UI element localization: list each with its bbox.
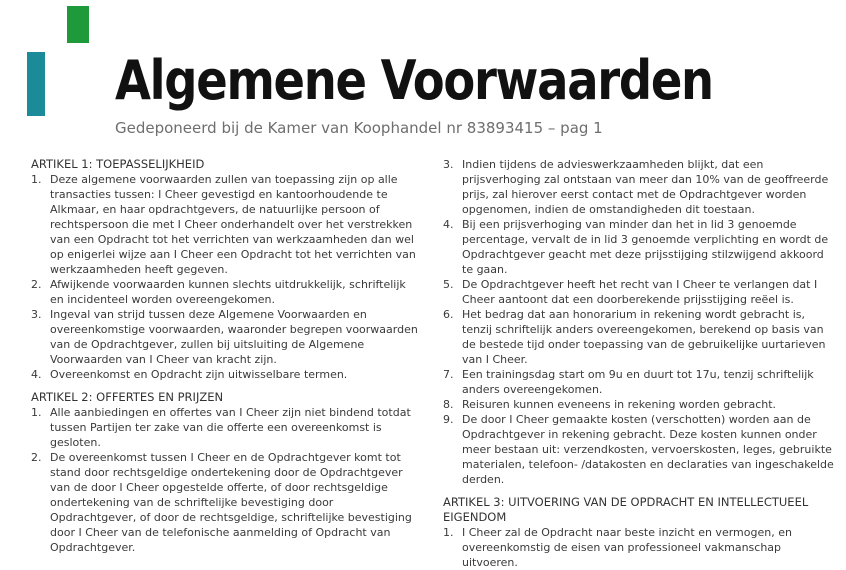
list-item (31, 172, 421, 277)
list-number: 3. (31, 308, 42, 321)
list-text: Bij een prijsverhoging van minder dan het in lid 3 genoemde percentage, vervalt de in lid 3 genoemde verplichting en wordt de Opdrachtgever geacht met deze prijsstijging stilzwijgend akkoord te gaan. (462, 218, 829, 276)
list-item (443, 397, 838, 412)
left-column (31, 157, 421, 555)
list-item (443, 412, 838, 487)
list-number: 7. (443, 368, 454, 381)
list-text: Deze algemene voorwaarden zullen van toepassing zijn op alle transacties tussen: I Cheer gevestigd en kantoorhoudende te Alkmaar, en haar opdrachtgevers, de natuurlijke persoon of rechtspersoon die met I Cheer onderhandelt over het verstrekken van een Opdracht tot het verrichten van werkzaamheden dan wel op enigerlei wijze aan I Cheer een Opdracht tot het verrichten van werkzaamheden heeft gegeven. (50, 173, 416, 276)
list-number: 3. (443, 158, 454, 171)
logo-green-block (67, 6, 89, 43)
list-item (31, 450, 421, 555)
list-number: 4. (443, 218, 454, 231)
list-number: 2. (31, 278, 42, 291)
list-number: 5. (443, 278, 454, 291)
list-text: De door I Cheer gemaakte kosten (verschotten) worden aan de Opdrachtgever in rekening gebracht. Deze kosten kunnen onder meer bestaan uit: verzendkosten, vervoerskosten, leges, gebruikte materialen, telefoon- /datakosten en declaraties van ingeschakelde derden. (462, 413, 834, 486)
list-number: 6. (443, 308, 454, 321)
list-item (31, 277, 421, 307)
list-text: De overeenkomst tussen I Cheer en de Opdrachtgever komt tot stand door rechtsgeldige ondertekening door de Opdrachtgever van de door I Cheer opgestelde offerte, of door rechtsgeldige ondertekening van de schriftelijke bevestiging door Opdrachtgever, of door de rechtsgeldige, schriftelijke bevestiging door I Cheer van de telefonische aanmelding of Opdracht van Opdrachtgever. (50, 451, 412, 554)
list-number: 8. (443, 398, 454, 411)
page-subtitle: Gedeponeerd bij de Kamer van Koophandel nr 83893415 – pag 1 (115, 119, 603, 137)
list-text: Afwijkende voorwaarden kunnen slechts uitdrukkelijk, schriftelijk en incidenteel worden overeengekomen. (50, 278, 406, 306)
list-text: Een trainingsdag start om 9u en duurt tot 17u, tenzij schriftelijk anders overeengekomen. (462, 368, 814, 396)
right-column (443, 157, 838, 570)
list-text: Indien tijdens de advieswerkzaamheden blijkt, dat een prijsverhoging zal ontstaan van meer dan 10% van de geoffreerde prijs, zal hierover eerst contact met de Opdrachtgever worden opgenomen, indien de omstandigheden dit toestaan. (462, 158, 829, 216)
list-item (443, 277, 838, 307)
logo-teal-block (27, 52, 45, 116)
list-item (31, 307, 421, 367)
page-title: Algemene Voorwaarden (115, 49, 713, 112)
list-item (443, 367, 838, 397)
list-item (443, 525, 838, 570)
list-number: 1. (31, 173, 42, 186)
article-2-heading: ARTIKEL 2: OFFERTES EN PRIJZEN (31, 390, 224, 404)
list-item (443, 217, 838, 277)
list-number: 2. (31, 451, 42, 464)
list-item (31, 405, 421, 450)
list-number: 9. (443, 413, 454, 426)
list-text: Ingeval van strijd tussen deze Algemene Voorwaarden en overeenkomstige voorwaarden, waaronder begrepen voorwaarden van de Opdrachtgever, zullen bij uitsluiting de Algemene Voorwaarden van I Cheer van kracht zijn. (50, 308, 418, 366)
list-text: I Cheer zal de Opdracht naar beste inzicht en vermogen, en overeenkomstig de eisen van professioneel vakmanschap uitvoeren. (462, 526, 792, 569)
list-item (443, 157, 838, 217)
list-text: De Opdrachtgever heeft het recht van I Cheer te verlangen dat I Cheer aantoont dat een doorberekende prijsstijging reëel is. (462, 278, 818, 306)
list-text: Overeenkomst en Opdracht zijn uitwisselbare termen. (50, 368, 348, 381)
list-item (443, 307, 838, 367)
list-text: Reisuren kunnen eveneens in rekening worden gebracht. (462, 398, 777, 411)
list-number: 1. (443, 526, 454, 539)
list-text: Het bedrag dat aan honorarium in rekening wordt gebracht is, tenzij schriftelijk anders overeengekomen, berekend op basis van de bestede tijd onder toepassing van de gebruikelijke uurtarieven van I Cheer. (462, 308, 826, 366)
article-3-heading: ARTIKEL 3: UITVOERING VAN DE OPDRACHT EN INTELLECTUEEL EIGENDOM (443, 495, 809, 524)
article-1-heading: ARTIKEL 1: TOEPASSELIJKHEID (31, 157, 205, 171)
list-number: 1. (31, 406, 42, 419)
list-text: Alle aanbiedingen en offertes van I Cheer zijn niet bindend totdat tussen Partijen ter zake van die offerte een overeenkomst is gesloten. (50, 406, 411, 449)
list-number: 4. (31, 368, 42, 381)
list-item (31, 367, 421, 382)
